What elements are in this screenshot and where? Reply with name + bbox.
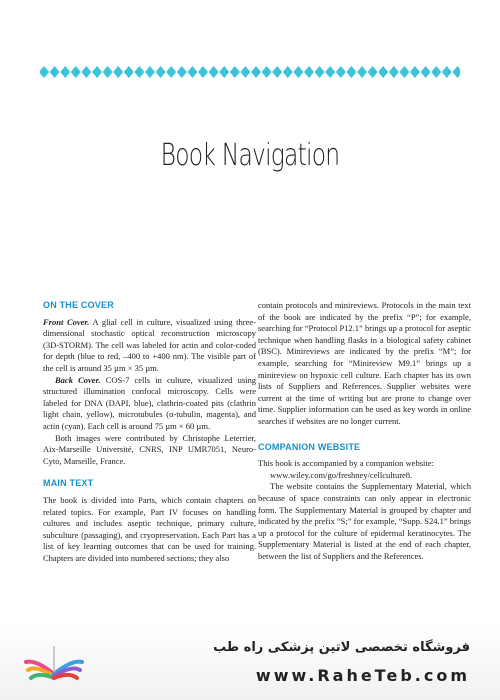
companion-paragraph: The website contains the Supplementary Material, which because of space constraints can only appear in electronic form. The Supplementary Material is grouped by chapter and indicated by the prefix “S;” for example, “Supp. S24.1” brings up a protocol for the culture of epidermal keratinocytes. The Supplementary Material is listed at the end of each chapter, between the list of Suppliers and the References.	[258, 481, 471, 561]
main-text-paragraph: The book is divided into Parts, which contain chapters on related topics. For example, Part IV focuses on handling cultures and includes aseptic technique, primary culture, subculture (passaging), and cryopreservation. Each Part has a list of key learning outcomes that can be used for training. Chapters are divided into numbered sections; they also	[43, 494, 256, 563]
diamond-ornament	[50, 66, 60, 78]
diamond-ornament	[103, 66, 113, 78]
diamond-ornament	[166, 66, 176, 78]
open-book-logo-icon	[22, 632, 86, 690]
diamond-ornament	[389, 66, 399, 78]
diamond-ornament	[357, 66, 367, 78]
companion-intro: This book is accompanied by a companion website:	[258, 458, 434, 469]
front-cover-label: Front Cover.	[43, 316, 90, 327]
contributor-paragraph: Both images were contributed by Christophe Leterrier, Aix-Marseille Université, CNRS, INP UMR7051, Neuro-Cyto, Marseille, France.	[43, 432, 256, 466]
right-column	[258, 300, 471, 562]
diamond-ornament	[156, 66, 166, 78]
diamond-ornament	[177, 66, 187, 78]
page-title: Book Navigation	[160, 138, 340, 173]
diamond-border	[40, 66, 460, 78]
diamond-ornament	[81, 66, 91, 78]
diamond-ornament	[124, 66, 134, 78]
diamond-ornament	[304, 66, 314, 78]
diamond-ornament	[272, 66, 282, 78]
diamond-ornament	[452, 66, 460, 78]
diamond-ornament	[431, 66, 441, 78]
diamond-ornament	[198, 66, 208, 78]
diamond-ornament	[410, 66, 420, 78]
main-text-heading: MAIN TEXT	[43, 478, 94, 489]
diamond-ornament	[40, 66, 49, 78]
diamond-ornament	[293, 66, 303, 78]
diamond-ornament	[442, 66, 452, 78]
diamond-ornament	[336, 66, 346, 78]
diamond-ornament	[187, 66, 197, 78]
main-text-continued: contain protocols and minireviews. Protocols in the main text of the book are indicated by the prefix “P”; for example, searching for “Protocol P12.1” brings up a protocol for aseptic technique when handling flasks in a biological safety cabinet (BSC). Minireviews are indicated by the prefix “M”; for example, searching for “Minireview M9.1” brings up a minireview on hypoxic cell culture. Each chapter has its own lists of Suppliers and References. Supplier websites were current at the time of writing but are prone to change over time. Supplier information can be used as key words in online searches if websites are no longer current.	[258, 300, 471, 426]
diamond-ornament	[219, 66, 229, 78]
diamond-ornament	[251, 66, 261, 78]
back-cover-label: Back Cover.	[55, 374, 101, 385]
back-cover-paragraph	[43, 375, 256, 433]
companion-url[interactable]: www.wiley.com/go/freshney/cellculture8.	[270, 469, 413, 480]
companion-heading: COMPANION WEBSITE	[258, 441, 361, 452]
diamond-ornament	[283, 66, 293, 78]
front-cover-paragraph	[43, 317, 256, 375]
back-cover-text: COS-7 cells in culture, visualized using structured illumination confocal microscopy. Cells were labeled for DNA (DAPI, blue), clathrin-coated pits (clathrin light chain, yellow), microtubules (α-tubulin, magenta), and actin (cyan). Each cell is around 75 µm × 60 µm.	[43, 374, 256, 431]
diamond-ornament	[368, 66, 378, 78]
footer-banner	[0, 622, 500, 700]
cover-heading: ON THE COVER	[43, 300, 114, 310]
diamond-ornament	[134, 66, 144, 78]
store-name: فروشگاه تخصصی لاتین پزشکی راه طب	[213, 640, 470, 655]
diamond-ornament	[378, 66, 388, 78]
diamond-ornament	[325, 66, 335, 78]
diamond-ornament	[315, 66, 325, 78]
diamond-ornament	[60, 66, 70, 78]
diamond-ornament	[262, 66, 272, 78]
diamond-ornament	[71, 66, 81, 78]
diamond-ornament	[230, 66, 240, 78]
diamond-ornament	[240, 66, 250, 78]
store-url[interactable]: www.RaheTeb.com	[255, 666, 470, 685]
diamond-ornament	[145, 66, 155, 78]
left-column	[43, 300, 256, 564]
diamond-ornament	[92, 66, 102, 78]
diamond-ornament	[399, 66, 409, 78]
diamond-ornament	[346, 66, 356, 78]
front-cover-text: A glial cell in culture, visualized using three-dimensional stochastic optical reconstruction microscopy (3D-STORM). The cell was labeled for actin and color-coded for depth (blue to red, –400 to +400 nm). The visible part of the cell is around 35 µm × 35 µm.	[43, 316, 256, 373]
diamond-ornament	[113, 66, 123, 78]
diamond-ornament	[209, 66, 219, 78]
diamond-ornament	[421, 66, 431, 78]
